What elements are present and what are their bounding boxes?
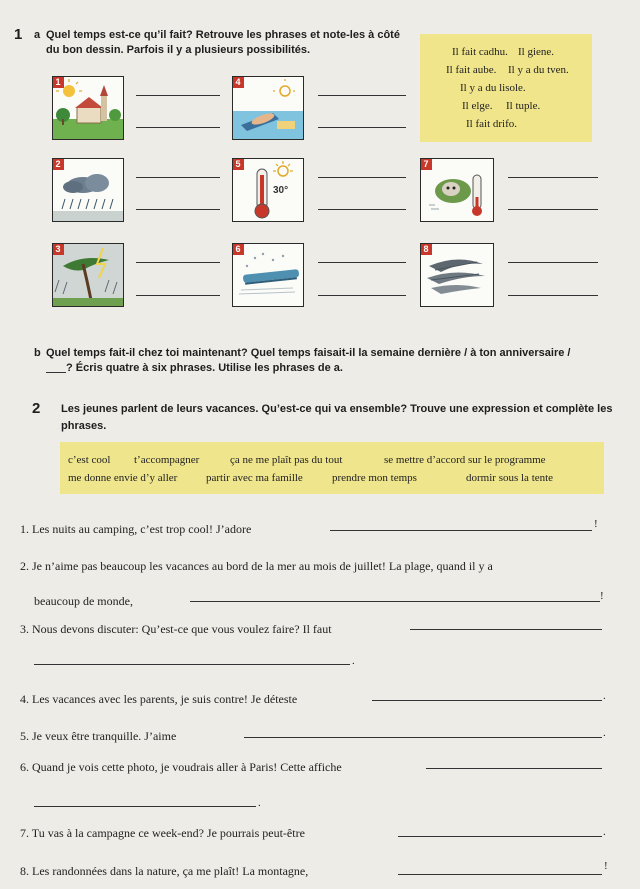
- answer-line[interactable]: [318, 209, 406, 210]
- phrase-box: [420, 34, 592, 142]
- phrase: Il fait aube.: [446, 64, 497, 76]
- phrase: Il fait cadhu.: [452, 46, 508, 58]
- phrase: Il elge.: [462, 100, 493, 112]
- part-b-letter: b: [34, 347, 41, 359]
- answer-line[interactable]: [136, 295, 220, 296]
- phrase: Il giene.: [518, 46, 555, 58]
- expression: ça ne me plaît pas du tout: [230, 454, 343, 466]
- answer-line[interactable]: [330, 530, 592, 531]
- answer-line[interactable]: [318, 95, 406, 96]
- answer-line[interactable]: [410, 629, 602, 630]
- sentence-4: 4. Les vacances avec les parents, je suis contre! Je déteste: [20, 692, 298, 706]
- phrase: Il fait drifo.: [466, 118, 518, 130]
- exercise-1-instruction-line1: Quel temps est-ce qu’il fait? Retrouve les phrases et note-les à côté: [46, 29, 400, 41]
- part-a-letter: a: [34, 29, 41, 41]
- picture-number: 6: [232, 243, 244, 255]
- sentence-7: 7. Tu vas à la campagne ce week-end? Je pourrais peut-être: [20, 826, 305, 840]
- answer-line[interactable]: [318, 262, 406, 263]
- expression: prendre mon temps: [332, 472, 417, 484]
- answer-line[interactable]: [372, 700, 602, 701]
- expression: t’accompagner: [134, 454, 200, 466]
- picture-number: 2: [52, 158, 64, 170]
- exercise-1-number: 1: [14, 26, 23, 43]
- phrase: Il y a du lisole.: [460, 82, 526, 94]
- phrase: Il y a du tven.: [508, 64, 569, 76]
- picture-number: 8: [420, 243, 432, 255]
- picture-number: 1: [52, 76, 64, 88]
- thermometer-label: 30°: [273, 185, 289, 196]
- sentence-end: !: [600, 590, 604, 602]
- answer-line[interactable]: [318, 177, 406, 178]
- answer-line[interactable]: [136, 262, 220, 263]
- answer-line[interactable]: [136, 127, 220, 128]
- sentence-end: !: [604, 860, 608, 872]
- picture-7: [420, 158, 494, 222]
- sentence-8: 8. Les randonnées dans la nature, ça me plaît! La montagne,: [20, 864, 309, 878]
- answer-line[interactable]: [508, 262, 598, 263]
- sentence-5: 5. Je veux être tranquille. J’aime: [20, 729, 177, 743]
- picture-8: [420, 243, 494, 307]
- answer-line[interactable]: [508, 177, 598, 178]
- answer-line[interactable]: [398, 836, 602, 837]
- picture-number: 7: [420, 158, 432, 170]
- answer-line[interactable]: [34, 806, 256, 807]
- answer-line[interactable]: [136, 177, 220, 178]
- sentence-1: 1. Les nuits au camping, c’est trop cool! J’adore: [20, 522, 252, 536]
- answer-line[interactable]: [398, 874, 602, 875]
- picture-1: [52, 76, 124, 140]
- expression-box: [60, 442, 604, 494]
- exercise-2-instruction-line2: phrases.: [61, 420, 107, 432]
- sentence-end: !: [594, 518, 598, 530]
- expression: me donne envie d’y aller: [68, 472, 178, 484]
- picture-3: [52, 243, 124, 307]
- sentence-6: 6. Quand je vois cette photo, je voudrais aller à Paris! Cette affiche: [20, 760, 342, 774]
- answer-line[interactable]: [244, 737, 602, 738]
- expression: c’est cool: [68, 454, 111, 466]
- sentence-3: 3. Nous devons discuter: Qu’est-ce que vous voulez faire? Il faut: [20, 622, 332, 636]
- picture-number: 5: [232, 158, 244, 170]
- expression: partir avec ma famille: [206, 472, 303, 484]
- answer-line[interactable]: [136, 95, 220, 96]
- answer-line[interactable]: [426, 768, 602, 769]
- sentence-end: .: [603, 690, 606, 702]
- exercise-2-number: 2: [32, 400, 41, 417]
- answer-line[interactable]: [508, 209, 598, 210]
- sentence-end: .: [258, 797, 261, 809]
- picture-number: 4: [232, 76, 244, 88]
- answer-line[interactable]: [508, 295, 598, 296]
- picture-2: [52, 158, 124, 222]
- answer-line[interactable]: [318, 127, 406, 128]
- sentence-end: .: [352, 655, 355, 667]
- sentence-end: .: [603, 826, 606, 838]
- sentence-2-continued: beaucoup de monde,: [34, 594, 133, 608]
- exercise-2-instruction-line1: Les jeunes parlent de leurs vacances. Qu’est-ce qui va ensemble? Trouve une expression et complète les: [61, 403, 613, 415]
- picture-5: [232, 158, 304, 222]
- picture-number: 3: [52, 243, 64, 255]
- sentence-2: 2. Je n’aime pas beaucoup les vacances au bord de la mer au mois de juillet! La plage, quand il y a: [20, 559, 493, 573]
- sentence-end: .: [603, 727, 606, 739]
- answer-line[interactable]: [34, 664, 350, 665]
- part-b-instruction-line1: Quel temps fait-il chez toi maintenant? Quel temps faisait-il la semaine dernière / à ton anniversaire /: [46, 347, 571, 359]
- exercise-1-instruction-line2: du bon dessin. Parfois il y a plusieurs possibilités.: [46, 44, 311, 56]
- phrase: Il tuple.: [506, 100, 541, 112]
- answer-line[interactable]: [318, 295, 406, 296]
- expression: dormir sous la tente: [466, 472, 554, 484]
- picture-6: [232, 243, 304, 307]
- answer-line[interactable]: [190, 601, 600, 602]
- answer-line[interactable]: [46, 372, 66, 373]
- part-b-instruction-line2: ? Écris quatre à six phrases. Utilise les phrases de a.: [66, 362, 343, 374]
- answer-line[interactable]: [136, 209, 220, 210]
- expression: se mettre d’accord sur le programme: [384, 454, 546, 466]
- picture-4: [232, 76, 304, 140]
